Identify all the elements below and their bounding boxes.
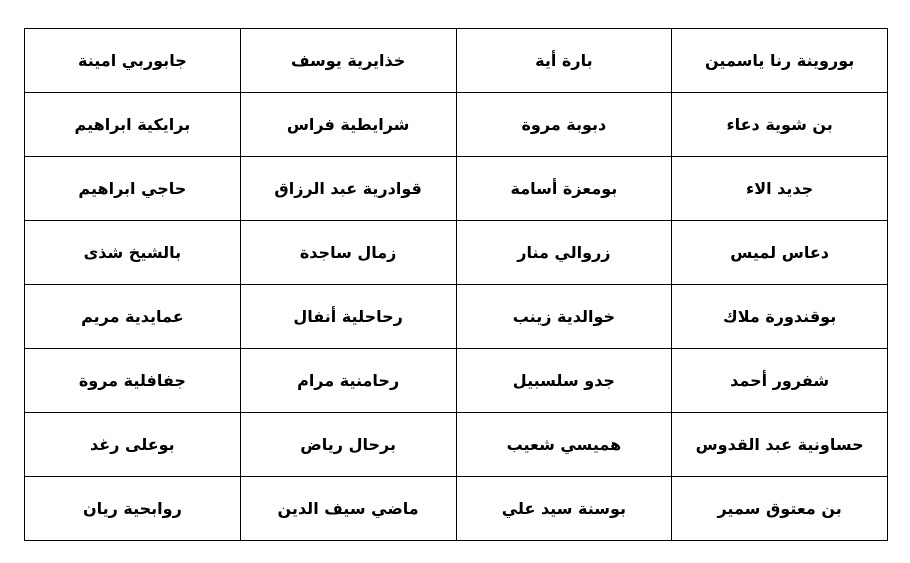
name-cell: شرايطية فراس bbox=[240, 93, 456, 157]
name-cell: حاجي ابراهيم bbox=[25, 157, 241, 221]
name-cell: زروالي منار bbox=[456, 221, 672, 285]
name-cell: عمايدية مريم bbox=[25, 285, 241, 349]
name-cell: جديد الاء bbox=[672, 157, 888, 221]
name-cell: رحامنية مرام bbox=[240, 349, 456, 413]
name-cell: بارة أية bbox=[456, 29, 672, 93]
name-cell: بومعزة أسامة bbox=[456, 157, 672, 221]
name-cell: حساونية عبد القدوس bbox=[672, 413, 888, 477]
name-cell: جابوربي امينة bbox=[25, 29, 241, 93]
name-cell: بوسنة سيد علي bbox=[456, 477, 672, 541]
name-cell: شفرور أحمد bbox=[672, 349, 888, 413]
table-row bbox=[25, 157, 888, 221]
name-cell: جدو سلسبيل bbox=[456, 349, 672, 413]
table-row bbox=[25, 477, 888, 541]
name-cell: بوروينة رنا ياسمين bbox=[672, 29, 888, 93]
table-row bbox=[25, 93, 888, 157]
name-cell: دعاس لميس bbox=[672, 221, 888, 285]
table-row bbox=[25, 285, 888, 349]
name-cell: قوادرية عبد الرزاق bbox=[240, 157, 456, 221]
name-cell: خذايرية يوسف bbox=[240, 29, 456, 93]
table-row bbox=[25, 29, 888, 93]
name-cell: زمال ساجدة bbox=[240, 221, 456, 285]
name-cell: بوعلى رغد bbox=[25, 413, 241, 477]
name-cell: بالشيخ شذى bbox=[25, 221, 241, 285]
name-cell: جفافلية مروة bbox=[25, 349, 241, 413]
name-cell: رحاحلية أنفال bbox=[240, 285, 456, 349]
name-cell: روابحية ريان bbox=[25, 477, 241, 541]
name-cell: بوقندورة ملاك bbox=[672, 285, 888, 349]
table-row bbox=[25, 349, 888, 413]
table-row bbox=[25, 413, 888, 477]
name-cell: دبوبة مروة bbox=[456, 93, 672, 157]
name-cell: برحال رياض bbox=[240, 413, 456, 477]
table-row bbox=[25, 221, 888, 285]
name-cell: ماضي سيف الدين bbox=[240, 477, 456, 541]
name-cell: بن شوية دعاء bbox=[672, 93, 888, 157]
name-cell: بن معتوق سمير bbox=[672, 477, 888, 541]
name-cell: هميسي شعيب bbox=[456, 413, 672, 477]
names-table bbox=[24, 28, 888, 541]
name-cell: برايكية ابراهيم bbox=[25, 93, 241, 157]
name-cell: خوالدية زينب bbox=[456, 285, 672, 349]
